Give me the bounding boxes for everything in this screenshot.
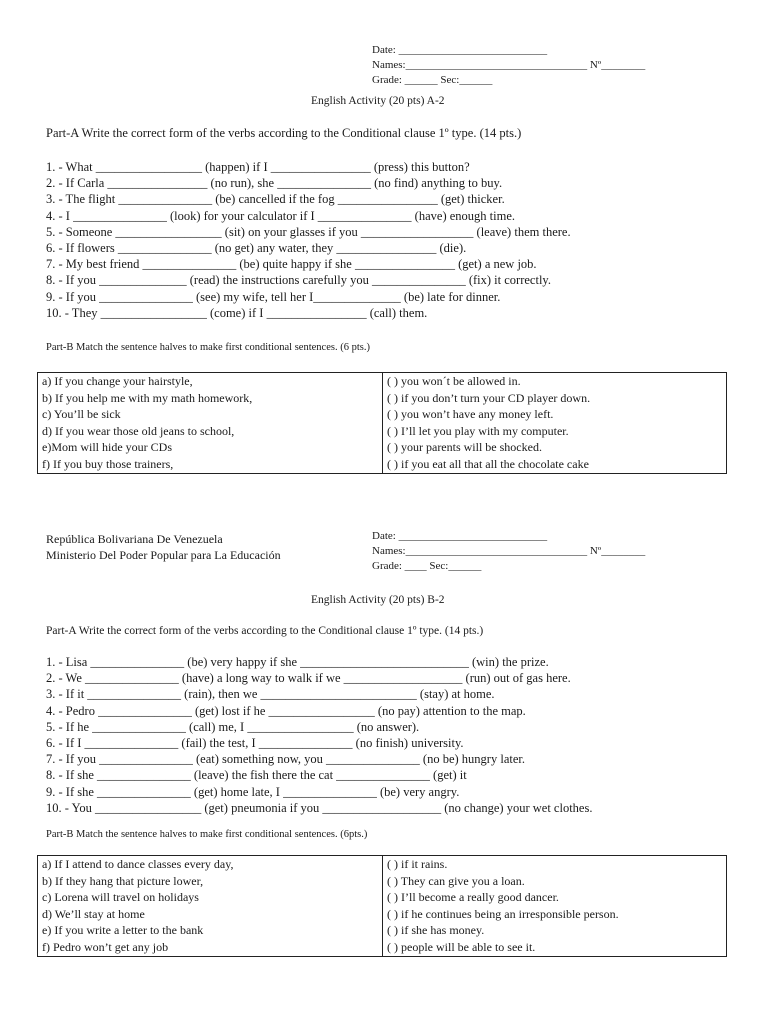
- matching-left-item: f) Pedro won’t get any job: [42, 939, 169, 954]
- matching-left-item: d) If you wear those old jeans to school,: [42, 423, 235, 438]
- matching-left-item: b) If they hang that picture lower,: [42, 873, 204, 888]
- matching-right-item[interactable]: ( ) your parents will be shocked.: [387, 440, 542, 454]
- sheet-a-part-a-instruction: Part-A Write the correct form of the verbs according to the Conditional clause 1º type. (14 pts.): [46, 126, 522, 140]
- matching-right-item[interactable]: ( ) if you eat all that all the chocolate cake: [387, 456, 589, 471]
- exercise-item[interactable]: 6. - If I _______________ (fail) the test, I _______________ (no finish) university.: [46, 735, 464, 750]
- exercise-item[interactable]: 8. - If she _______________ (leave) the fish there the cat _______________ (get) it: [46, 768, 467, 783]
- matching-left-column: [38, 856, 382, 956]
- date-field[interactable]: Date: ___________________________: [372, 530, 548, 542]
- exercise-item[interactable]: 8. - If you ______________ (read) the instructions carefully you _______________ (fix) it correctly.: [46, 273, 551, 288]
- exercise-item[interactable]: 7. - My best friend _______________ (be) quite happy if she ________________ (get) a new job.: [46, 257, 537, 272]
- sheet-b-part-b-instruction: Part-B Match the sentence halves to make first conditional sentences. (6pts.): [46, 829, 368, 840]
- matching-left-item: d) We’ll stay at home: [42, 906, 145, 921]
- sheet-b-title: English Activity (20 pts) B-2: [311, 594, 445, 606]
- matching-right-item[interactable]: ( ) you won´t be allowed in.: [387, 374, 521, 388]
- matching-right-item[interactable]: ( ) I’ll let you play with my computer.: [387, 423, 569, 438]
- exercise-item[interactable]: 1. - What _________________ (happen) if I ________________ (press) this button?: [46, 160, 470, 174]
- sheet-a-header: [372, 43, 645, 88]
- matching-right-item[interactable]: ( ) if it rains.: [387, 857, 448, 871]
- matching-left-item: a) If you change your hairstyle,: [42, 374, 193, 388]
- matching-right-item[interactable]: ( ) you won’t have any money left.: [387, 407, 554, 421]
- exercise-item[interactable]: 5. - Someone _________________ (sit) on your glasses if you __________________ (leave) them there.: [46, 224, 571, 239]
- matching-left-column: [38, 373, 382, 473]
- sheet-a-title: English Activity (20 pts) A-2: [311, 95, 445, 107]
- matching-left-item: e)Mom will hide your CDs: [42, 440, 172, 454]
- institution-line-2: Ministerio Del Poder Popular para La Educación: [46, 548, 281, 562]
- grade-field[interactable]: Grade: ____ Sec:______: [372, 560, 482, 572]
- sheet-b-part-a-instruction: Part-A Write the correct form of the verbs according to the Conditional clause 1º type. (14 pts.): [46, 625, 484, 637]
- matching-right-item[interactable]: ( ) They can give you a loan.: [387, 873, 525, 888]
- exercise-item[interactable]: 10. - You _________________ (get) pneumonia if you ___________________ (no change) your wet clothes.: [46, 800, 593, 815]
- matching-left-item: e) If you write a letter to the bank: [42, 923, 204, 937]
- exercise-item[interactable]: 4. - I _______________ (look) for your calculator if I _______________ (have) enough time.: [46, 208, 515, 223]
- matching-left-item: c) Lorena will travel on holidays: [42, 890, 199, 904]
- matching-right-item[interactable]: ( ) if you don’t turn your CD player down.: [387, 390, 591, 405]
- names-field[interactable]: Names:_________________________________ Nº________: [372, 59, 646, 71]
- matching-right-item[interactable]: ( ) I’ll become a really good dancer.: [387, 890, 559, 904]
- sheet-a-part-b-instruction: Part-B Match the sentence halves to make first conditional sentences. (6 pts.): [46, 342, 370, 353]
- exercise-item[interactable]: 3. - If it _______________ (rain), then we _________________________ (stay) at home.: [46, 687, 495, 702]
- institution-block: [46, 531, 281, 563]
- matching-left-item: a) If I attend to dance classes every day,: [42, 857, 234, 871]
- sheet-a-matching-table: [37, 372, 727, 474]
- sheet-b-part-a-list: [46, 654, 592, 816]
- exercise-item[interactable]: 1. - Lisa _______________ (be) very happy if she ___________________________ (win) the prize.: [46, 655, 549, 669]
- matching-right-item[interactable]: ( ) if he continues being an irresponsible person.: [387, 906, 619, 921]
- exercise-item[interactable]: 7. - If you _______________ (eat) something now, you _______________ (no be) hungry later.: [46, 752, 525, 767]
- sheet-a-part-a-list: [46, 159, 571, 321]
- names-field[interactable]: Names:_________________________________ Nº________: [372, 545, 646, 557]
- date-field[interactable]: Date: ___________________________: [372, 44, 548, 56]
- exercise-item[interactable]: 5. - If he _______________ (call) me, I _________________ (no answer).: [46, 719, 420, 734]
- matching-left-item: c) You’ll be sick: [42, 407, 121, 421]
- institution-line-1: República Bolivariana De Venezuela: [46, 532, 223, 546]
- exercise-item[interactable]: 10. - They _________________ (come) if I ________________ (call) them.: [46, 305, 428, 320]
- exercise-item[interactable]: 2. - If Carla ________________ (no run), she _______________ (no find) anything to buy.: [46, 176, 503, 191]
- exercise-item[interactable]: 3. - The flight _______________ (be) cancelled if the fog ________________ (get) thicker.: [46, 192, 505, 207]
- sheet-b-matching-table: [37, 855, 727, 957]
- exercise-item[interactable]: 9. - If you _______________ (see) my wife, tell her I______________ (be) late for dinner.: [46, 289, 501, 304]
- grade-field[interactable]: Grade: ______ Sec:______: [372, 74, 493, 86]
- matching-right-column: [383, 856, 726, 956]
- matching-right-item[interactable]: ( ) people will be able to see it.: [387, 939, 536, 954]
- sheet-b-header: [372, 529, 645, 574]
- exercise-item[interactable]: 9. - If she _______________ (get) home late, I _______________ (be) very angry.: [46, 784, 460, 799]
- matching-right-item[interactable]: ( ) if she has money.: [387, 923, 485, 937]
- matching-left-item: f) If you buy those trainers,: [42, 456, 174, 471]
- exercise-item[interactable]: 6. - If flowers _______________ (no get) any water, they ________________ (die).: [46, 240, 467, 255]
- matching-right-column: [383, 373, 726, 473]
- exercise-item[interactable]: 2. - We _______________ (have) a long way to walk if we ___________________ (run) out of gas here.: [46, 671, 571, 686]
- matching-left-item: b) If you help me with my math homework,: [42, 390, 253, 405]
- exercise-item[interactable]: 4. - Pedro _______________ (get) lost if he _________________ (no pay) attention to the map.: [46, 703, 526, 718]
